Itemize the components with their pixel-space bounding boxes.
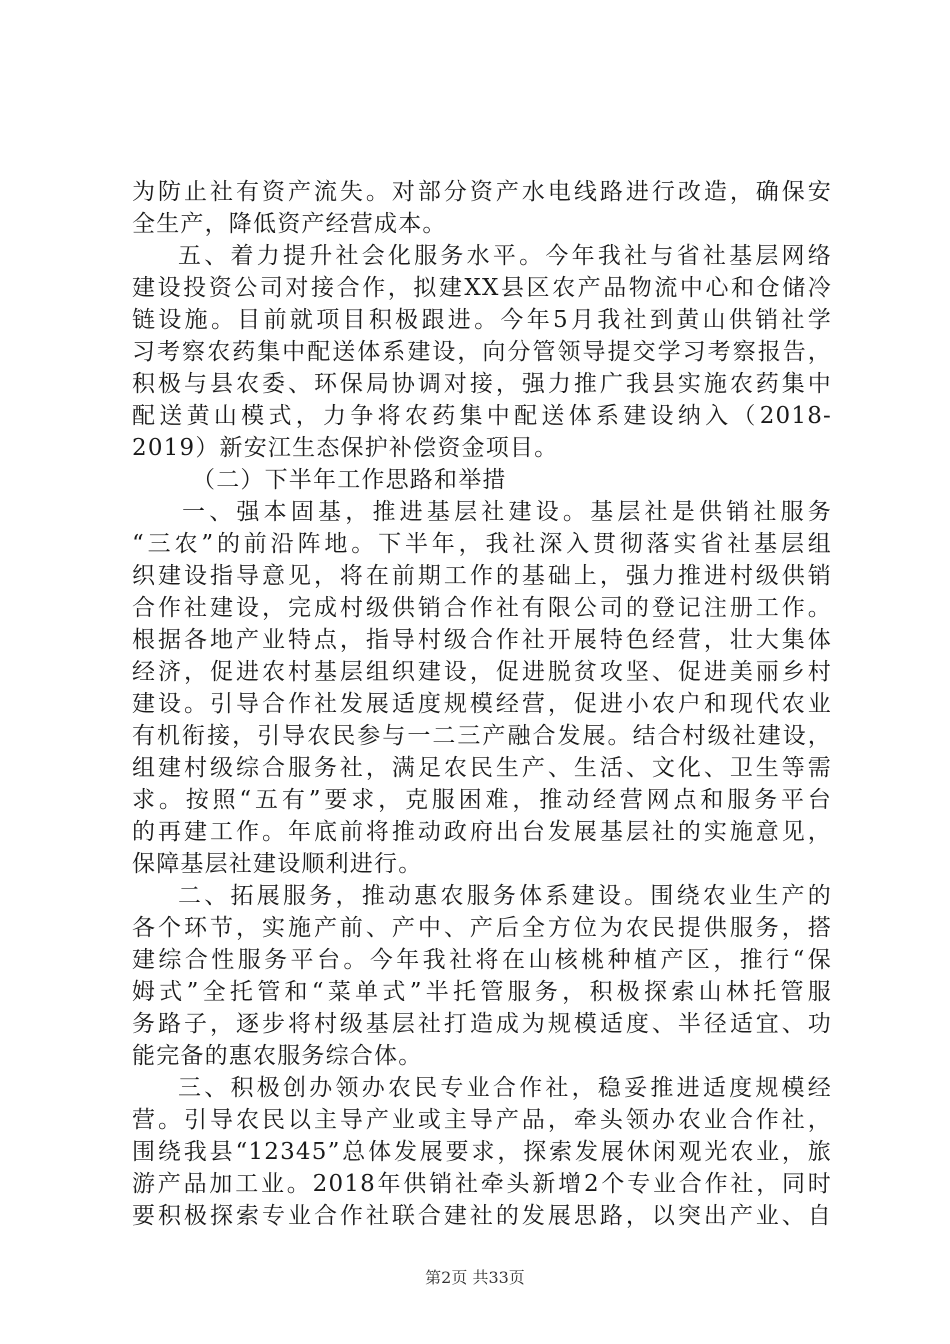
text-line: 建设投资公司对接合作，拟建XX县区农产品物流中心和仓储冷 [132, 275, 832, 301]
text-line: “三农”的前沿阵地。下半年，我社深入贯彻落实省社基层组 [132, 531, 832, 557]
text-line: 积极与县农委、环保局协调对接，强力推广我县实施农药集中 [132, 371, 832, 397]
text-line: 营。引导农民以主导产业或主导产品，牵头领办农业合作社， [132, 1107, 832, 1133]
section-heading: （二）下半年工作思路和举措 [192, 467, 507, 493]
text-line: 组建村级综合服务社，满足农民生产、生活、文化、卫生等需 [132, 755, 832, 781]
text-line: 二、拓展服务，推动惠农服务体系建设。围绕农业生产的 [178, 883, 832, 909]
text-line: 配送黄山模式，力争将农药集中配送体系建设纳入（2018- [132, 403, 832, 429]
text-line: 五、着力提升社会化服务水平。今年我社与省社基层网络 [178, 243, 832, 269]
text-line: 的再建工作。年底前将推动政府出台发展基层社的实施意见， [132, 819, 832, 845]
text-line: 建综合性服务平台。今年我社将在山核桃种植产区，推行“保 [132, 947, 832, 973]
text-line: 三、积极创办领办农民专业合作社，稳妥推进适度规模经 [178, 1075, 832, 1101]
text-line: 一、强本固基，推进基层社建设。基层社是供销社服务 [182, 499, 832, 525]
text-line: 务路子，逐步将村级基层社打造成为规模适度、半径适宜、功 [132, 1011, 832, 1037]
text-line: 游产品加工业。2018年供销社牵头新增2个专业合作社，同时 [132, 1171, 832, 1197]
text-line: 各个环节，实施产前、产中、产后全方位为农民提供服务，搭 [132, 915, 832, 941]
text-line: 习考察农药集中配送体系建设，向分管领导提交学习考察报告， [132, 339, 832, 365]
text-line: 建设。引导合作社发展适度规模经营，促进小农户和现代农业 [132, 691, 832, 717]
text-line: 能完备的惠农服务综合体。 [132, 1043, 423, 1069]
text-line: 有机衔接，引导农民参与一二三产融合发展。结合村级社建设， [132, 723, 832, 749]
text-line: 要积极探索专业合作社联合建社的发展思路，以突出产业、自 [132, 1203, 832, 1229]
text-line: 保障基层社建设顺利进行。 [132, 851, 423, 877]
text-line: 全生产，降低资产经营成本。 [132, 211, 447, 237]
page-number-footer: 第2页 共33页 [425, 1268, 525, 1287]
text-line: 织建设指导意见，将在前期工作的基础上，强力推进村级供销 [132, 563, 832, 589]
text-line: 求。按照“五有”要求，克服困难，推动经营网点和服务平台 [132, 787, 832, 813]
document-body [132, 176, 832, 1232]
text-line: 围绕我县“12345”总体发展要求，探索发展休闲观光农业，旅 [132, 1139, 832, 1165]
text-line: 2019）新安江生态保护补偿资金项目。 [132, 435, 559, 461]
text-line: 姆式”全托管和“菜单式”半托管服务，积极探索山林托管服 [132, 979, 832, 1005]
text-line: 经济，促进农村基层组织建设，促进脱贫攻坚、促进美丽乡村 [132, 659, 832, 685]
text-line: 链设施。目前就项目积极跟进。今年5月我社到黄山供销社学 [132, 307, 832, 333]
text-line: 根据各地产业特点，指导村级合作社开展特色经营，壮大集体 [132, 627, 832, 653]
text-line: 合作社建设，完成村级供销合作社有限公司的登记注册工作。 [132, 595, 832, 621]
text-line: 为防止社有资产流失。对部分资产水电线路进行改造，确保安 [132, 179, 832, 205]
